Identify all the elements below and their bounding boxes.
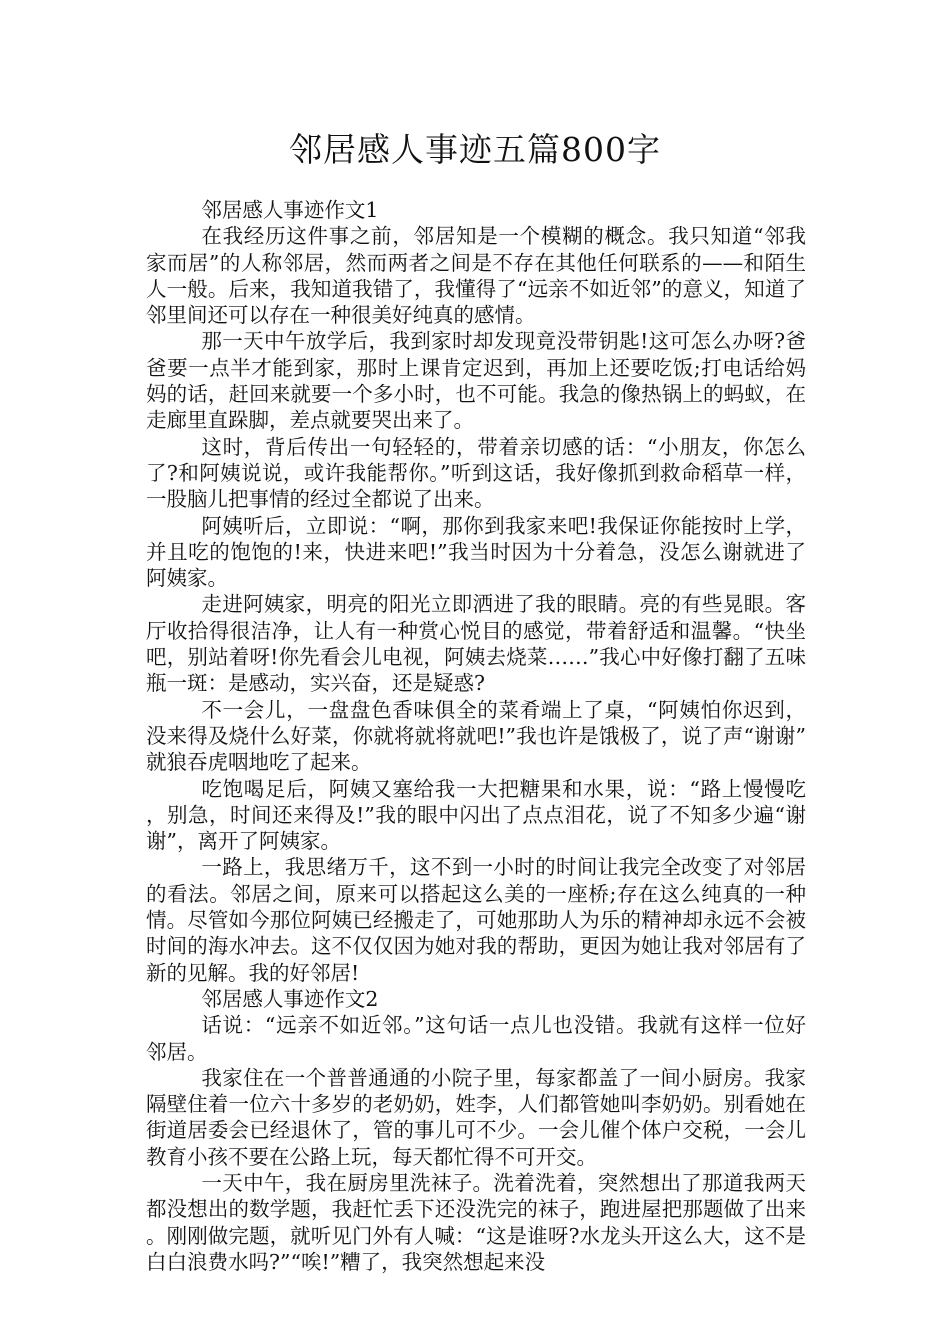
- paragraph: 走进阿姨家，明亮的阳光立即洒进了我的眼睛。亮的有些晃眼。客厅收拾得很洁净，让人有一种赏心悦目的感觉，带着舒适和温馨。“快坐吧，别站着呀!你先看会儿电视，阿姨去烧菜……”我心中好像打翻了五味瓶一斑：是感动，实兴奋，还是疑惑?: [146, 592, 806, 696]
- paragraph: 这时，背后传出一句轻轻的，带着亲切感的话：“小朋友，你怎么了?和阿姨说说，或许我能帮你。”听到这话，我好像抓到救命稻草一样，一股脑儿把事情的经过全都说了出来。: [146, 434, 806, 512]
- paragraph: 一天中午，我在厨房里洗袜子。洗着洗着，突然想出了那道我两天都没想出的数学题，我赶忙丢下还没洗完的袜子，跑进屋把那题做了出来。刚刚做完题，就听见门外有人喊：“这是谁呀?水龙头开这么大，这不是白白浪费水吗?”“唉!”糟了，我突然想起来没: [146, 1170, 806, 1274]
- paragraph: 吃饱喝足后，阿姨又塞给我一大把糖果和水果，说：“路上慢慢吃，别急，时间还来得及!”我的眼中闪出了点点泪花，说了不知多少遍“谢谢”，离开了阿姨家。: [146, 776, 806, 854]
- paragraph: 我家住在一个普普通通的小院子里，每家都盖了一间小厨房。我家隔壁住着一位六十多岁的老奶奶，姓李，人们都管她叫李奶奶。别看她在街道居委会已经退休了，管的事儿可不少。一会儿催个体户交税，一会儿教育小孩不要在公路上玩，每天都忙得不可开交。: [146, 1065, 806, 1169]
- document-body: [146, 197, 806, 1275]
- paragraph: 话说：“远亲不如近邻。”这句话一点儿也没错。我就有这样一位好邻居。: [146, 1013, 806, 1064]
- paragraph: 阿姨听后，立即说：“啊，那你到我家来吧!我保证你能按时上学，并且吃的饱饱的!来，快进来吧!”我当时因为十分着急，没怎么谢就进了阿姨家。: [146, 513, 806, 591]
- paragraph: 那一天中午放学后，我到家时却发现竟没带钥匙!这可怎么办呀?爸爸要一点半才能到家，那时上课肯定迟到，再加上还要吃饭;打电话给妈妈的话，赶回来就要一个多小时，也不可能。我急的像热锅上的蚂蚁，在走廊里直跺脚，差点就要哭出来了。: [146, 329, 806, 433]
- paragraph: 在我经历这件事之前，邻居知是一个模糊的概念。我只知道“邻我家而居”的人称邻居，然而两者之间是不存在其他任何联系的——和陌生人一般。后来，我知道我错了，我懂得了“远亲不如近邻”的意义，知道了邻里间还可以存在一种很美好纯真的感情。: [146, 224, 806, 328]
- section-heading: 邻居感人事迹作文2: [201, 986, 379, 1011]
- document-title: 邻居感人事迹五篇800字: [289, 130, 661, 169]
- paragraph: 一路上，我思绪万千，这不到一小时的时间让我完全改变了对邻居的看法。邻居之间，原来可以搭起这么美的一座桥;存在这么纯真的一种情。尽管如今那位阿姨已经搬走了，可她那助人为乐的精神却永远不会被时间的海水冲去。这不仅仅因为她对我的帮助，更因为她让我对邻居有了新的见解。我的好邻居!: [146, 855, 806, 985]
- paragraph: 不一会儿，一盘盘色香味俱全的菜肴端上了桌，“阿姨怕你迟到，没来得及烧什么好菜，你就将就将就吧!”我也许是饿极了，说了声“谢谢”就狼吞虎咽地吃了起来。: [146, 697, 806, 775]
- section-heading: 邻居感人事迹作文1: [201, 198, 379, 222]
